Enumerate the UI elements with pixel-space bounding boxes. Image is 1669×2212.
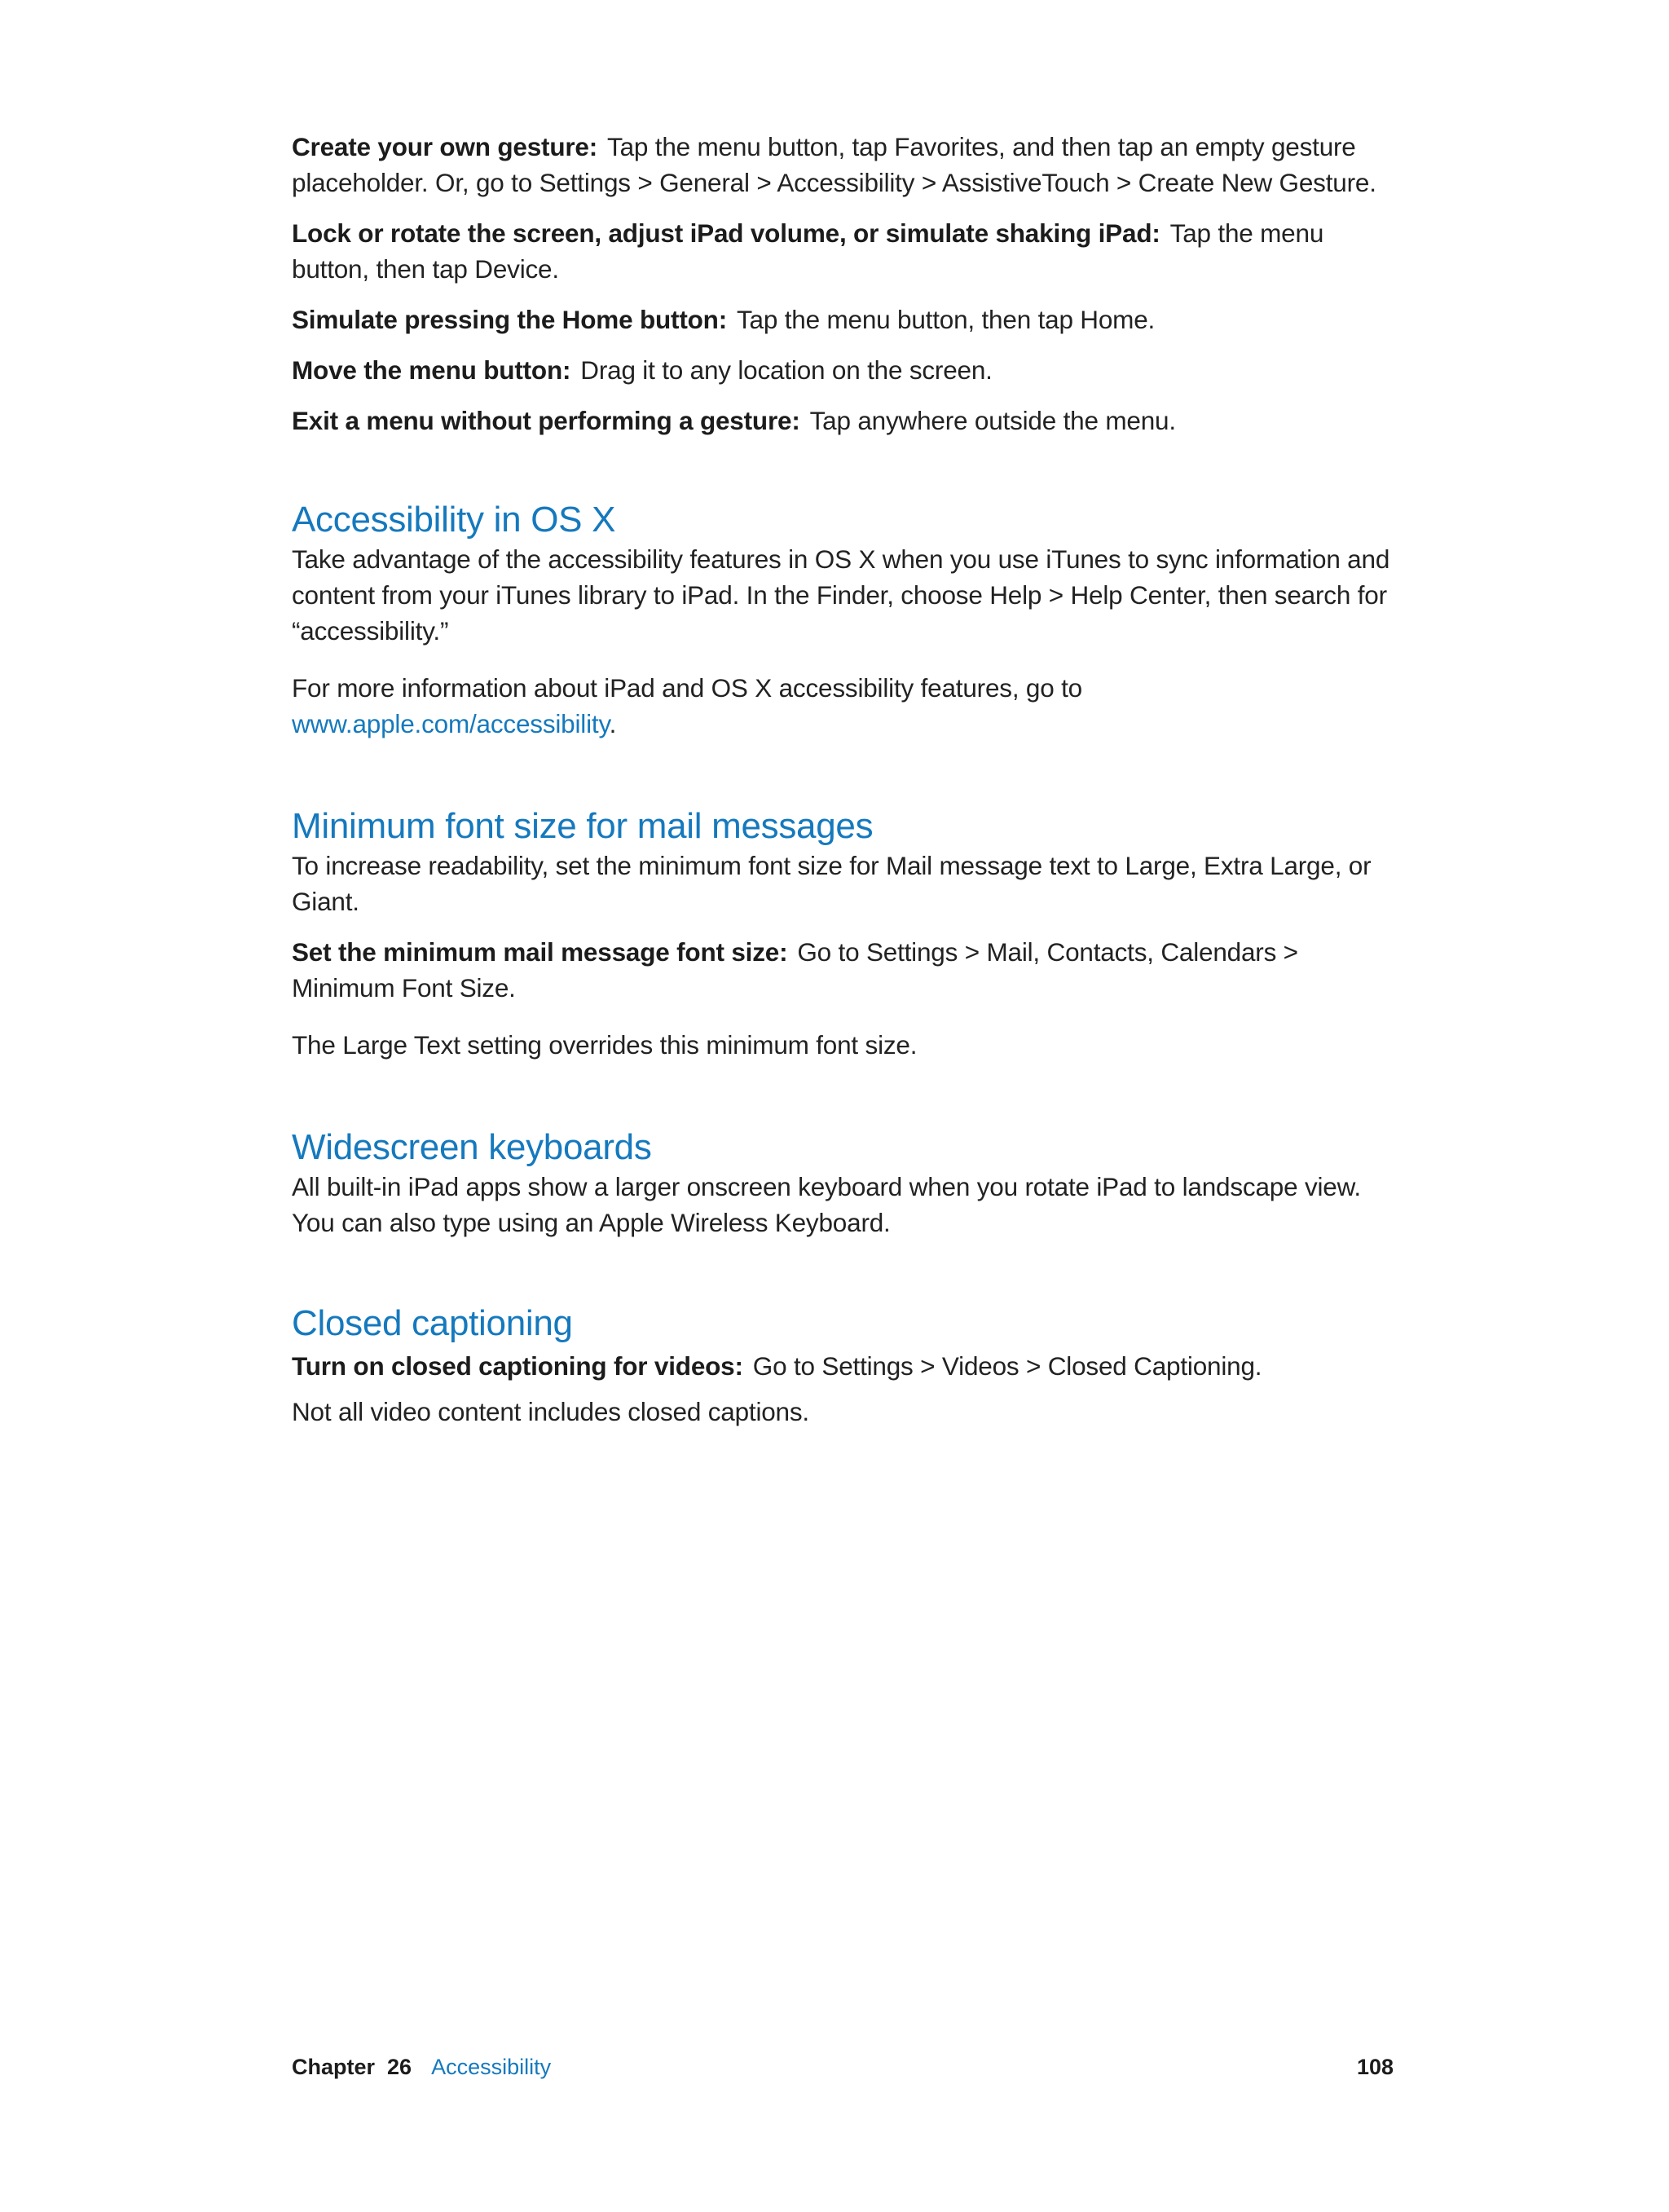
item-term: Move the menu button: (292, 355, 571, 385)
page-footer (292, 2051, 1394, 2083)
section-heading-os-x: Accessibility in OS X (292, 500, 616, 540)
item-move-menu (292, 352, 1400, 388)
item-term: Set the minimum mail message font size: (292, 937, 788, 967)
paragraph-end: . (609, 709, 617, 738)
item-exit-menu (292, 403, 1400, 438)
item-text: Go to Settings > Mail, Contacts, Calendars > Minimum Font Size. (292, 937, 1298, 1002)
section-heading-closed-captioning: Closed captioning (292, 1303, 573, 1343)
accessibility-link[interactable]: www.apple.com/accessibility (292, 709, 610, 738)
item-create-gesture (292, 129, 1400, 200)
item-term: Create your own gesture: (292, 132, 598, 161)
section-paragraph: The Large Text setting overrides this minimum font size. (292, 1030, 918, 1060)
item-simulate-home (292, 302, 1400, 337)
section-heading-min-font: Minimum font size for mail messages (292, 806, 874, 846)
paragraph-text: For more information about iPad and OS X accessibility features, go to (292, 673, 1082, 703)
item-text: Tap the menu button, then tap Home. (737, 305, 1156, 334)
item-lock-rotate (292, 215, 1400, 287)
page-content (292, 129, 1400, 1430)
section-item (292, 1348, 1400, 1384)
footer-chapter: Chapter 26 (292, 2055, 412, 2079)
item-text: Drag it to any location on the screen. (580, 355, 993, 385)
item-term: Turn on closed captioning for videos: (292, 1351, 743, 1381)
section-paragraph (292, 670, 1400, 742)
item-text: Tap the menu button, tap Favorites, and then tap an empty gesture placeholder. Or, go to Settings > General > Accessibility > AssistiveTouch > Create New Gesture. (292, 132, 1376, 197)
section-heading-widescreen: Widescreen keyboards (292, 1127, 652, 1167)
section-paragraph: Not all video content includes closed captions. (292, 1397, 809, 1426)
item-term: Simulate pressing the Home button: (292, 305, 727, 334)
section-item (292, 934, 1400, 1006)
section-paragraph: All built-in iPad apps show a larger onscreen keyboard when you rotate iPad to landscape view. You can also type using an Apple Wireless Keyboard. (292, 1172, 1361, 1237)
footer-chapter-title[interactable]: Accessibility (431, 2055, 552, 2079)
item-text: Go to Settings > Videos > Closed Captioning. (752, 1351, 1262, 1381)
item-text: Tap anywhere outside the menu. (809, 406, 1176, 435)
item-text: Tap the menu button, then tap Device. (292, 218, 1324, 284)
section-paragraph: Take advantage of the accessibility features in OS X when you use iTunes to sync information and content from your iTunes library to iPad. In the Finder, choose Help > Help Center, then search for “accessibility.” (292, 544, 1390, 646)
item-term: Lock or rotate the screen, adjust iPad volume, or simulate shaking iPad: (292, 218, 1160, 248)
footer-page-number: 108 (1356, 2055, 1394, 2079)
item-term: Exit a menu without performing a gesture: (292, 406, 800, 435)
section-paragraph: To increase readability, set the minimum font size for Mail message text to Large, Extra Large, or Giant. (292, 851, 1372, 916)
